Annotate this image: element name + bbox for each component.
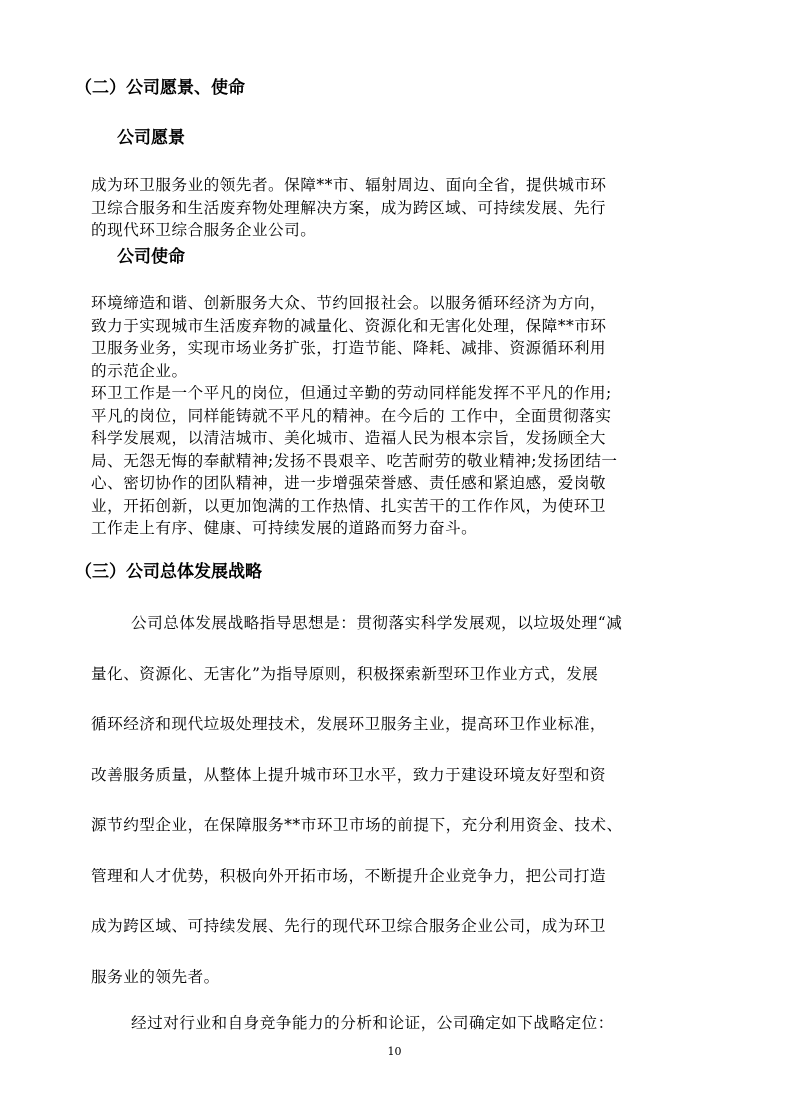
text-line: 源节约型企业，在保障服务**市环卫市场的前提下，充分利用资金、技术、 (91, 816, 623, 834)
text-line: 心、密切协作的团队精神，进一步增强荣誉感、责任感和紧迫感，爱岗敬 (91, 474, 607, 492)
text-line: 改善服务质量，从整体上提升城市环卫水平，致力于建设环境友好型和资 (91, 765, 607, 784)
text-line: 循环经济和现代垃圾处理技术，发展环卫服务主业，提高环卫作业标准， (91, 715, 607, 733)
text-line: 的示范企业。 (91, 361, 188, 380)
text-line: 管理和人才优势，积极向外开拓市场，不断提升企业竞争力，把公司打造 (91, 866, 607, 885)
text-line: 卫综合服务和生活废弃物处理解决方案，成为跨区域、可持续发展、先行 (91, 198, 607, 217)
text-line: 平凡的岗位，同样能铸就不平凡的精神。在今后的 工作中，全面贯彻落实 (91, 406, 612, 425)
section-heading-vision-mission: （二）公司愿景、使命 (75, 78, 245, 98)
text-line: 业，开拓创新，以更加饱满的工作热情、扎实苦干的工作作风，为使环卫 (91, 496, 607, 515)
text-line: 成为跨区域、可持续发展、先行的现代环卫综合服务企业公司，成为环卫 (91, 917, 607, 935)
text-line: 量化、资源化、无害化”为指导原则，积极探索新型环卫作业方式，发展 (91, 664, 599, 683)
text-line: 科学发展观，以清洁城市、美化城市、造福人民为根本宗旨，发扬顾全大 (91, 429, 607, 447)
text-line: 环境缔造和谐、创新服务大众、节约回报社会。以服务循环经济为方向， (91, 294, 607, 312)
text-line: 环卫工作是一个平凡的岗位，但通过辛勤的劳动同样能发挥不平凡的作用; (91, 384, 612, 402)
text-line: 卫服务业务，实现市场业务扩张，打造节能、降耗、减排、资源循环利用 (91, 339, 607, 357)
strategy-positioning-paragraph (91, 998, 709, 1049)
text-line: 工作走上有序、健康、可持续发展的道路而努力奋斗。 (91, 519, 478, 537)
text-line: 成为环卫服务业的领先者。保障**市、辐射周边、面向全省，提供城市环 (91, 176, 607, 194)
strategy-paragraph (91, 598, 709, 1002)
mission-paragraph (91, 292, 709, 540)
vision-paragraph (91, 174, 709, 242)
text-line: 服务业的领先者。 (91, 967, 220, 986)
subheading-vision: 公司愿景 (117, 128, 185, 148)
text-line: 经过对行业和自身竞争能力的分析和论证，公司确定如下战略定位： (131, 1014, 614, 1032)
subheading-mission: 公司使命 (117, 247, 185, 267)
text-line: 公司总体发展战略指导思想是：贯彻落实科学发展观，以垃圾处理“减 (131, 614, 623, 632)
section-heading-strategy: （三）公司总体发展战略 (75, 562, 262, 582)
page-number: 10 (387, 1045, 402, 1058)
text-line: 的现代环卫综合服务企业公司。 (91, 221, 317, 239)
text-line: 局、无怨无悔的奉献精神;发扬不畏艰辛、吃苦耐劳的敬业精神;发扬团结一 (91, 451, 618, 470)
text-line: 致力于实现城市生活废弃物的减量化、资源化和无害化处理，保障**市环 (91, 316, 607, 335)
